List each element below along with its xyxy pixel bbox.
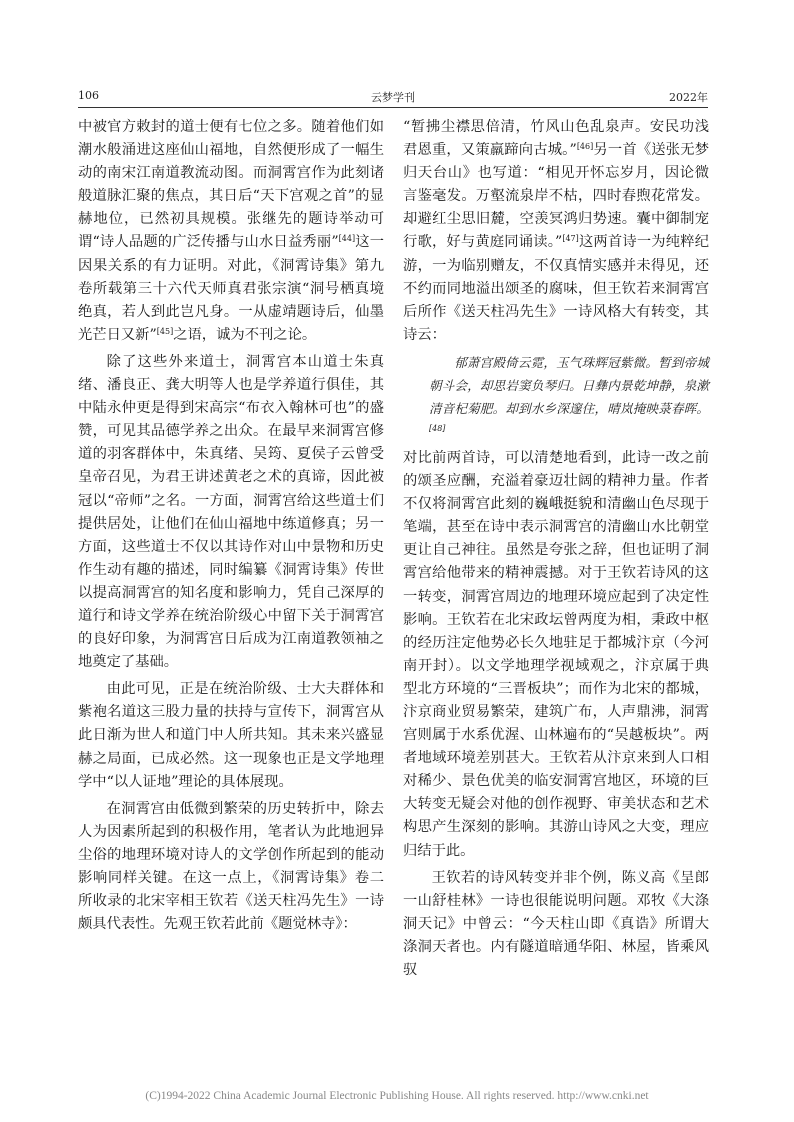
citation-marker: [46] — [576, 142, 594, 152]
citation-marker: [45] — [156, 326, 174, 336]
text-run: 这两首诗一为纯粹纪游，一为临别赠友，不仅真情实感并未得见，还不约而同地溢出颂圣的腐味，但王钦若来洞霄宫后所作《送天柱冯先生》一诗风格大有转变，其诗云： — [403, 234, 709, 343]
text-run: 另一首《送张无梦归天台山》也写道：“相见开怀忘岁月，因论微言鉴毫发。万壑流泉岸不枯，四时春煦花常发。却避红尘思旧麓，空羡冥鸿归势速。囊中御制宠行歌，好与黄庭同诵读。” — [403, 142, 709, 251]
right-column — [403, 116, 709, 986]
paragraph: 除了这些外来道士，洞霄宫本山道士朱真绪、潘良正、龚大明等人也是学养道行俱佳，其中陆永仲更是得到宋高宗“布衣入翰林可也”的盛赞，可见其品德学养之出众。在最早来洞霄宫修道的羽客群体中，朱真绪、吴筠、夏侯子云曾受皇帝召见，为君王讲述黄老之术的真谛，因此被冠以“帝师”之名。一方面，洞霄宫给这些道士们提供居处，让他们在仙山福地中练道修真；另一方面，这些道士不仅以其诗作对山中景物和历史作生动有趣的描述，同时编纂《洞霄诗集》传世以提高洞霄宫的知名度和影响力，凭自己深厚的道行和诗文学养在统治阶级心中留下关于洞霄宫的良好印象，为洞霄宫日后成为江南道教领袖之地奠定了基础。 — [78, 353, 384, 671]
journal-title: 云梦学刊 — [371, 91, 415, 104]
page-number: 106 — [78, 89, 99, 102]
paragraph: 由此可见，正是在统治阶级、士大夫群体和紫袍名道这三股力量的扶持与宣传下，洞霄宫从此日渐为世人和道门中人所共知。其未来兴盛显赫之局面，已成必然。这一现象也正是文学地理学中“以人证地”理论的具体展现。 — [78, 681, 384, 790]
paragraph — [78, 116, 384, 347]
citation-marker: [47] — [562, 234, 579, 244]
text-run: 这一因果关系的有力证明。对此，《洞霄诗集》第九卷所载第三十六代天师真君张宗演“洞号栖真境绝真，若人到此岂凡身。一从虚靖题诗后，仙墨光芒日又新” — [78, 234, 385, 343]
running-header — [78, 89, 708, 105]
paragraph: 对比前两首诗，可以清楚地看到，此诗一改之前的颂圣应酬，充溢着豪迈壮阔的精神力量。作者不仅将洞霄宫此刻的巍峨挺貌和清幽山色尽现于笔端，甚至在诗中表示洞霄宫的清幽山水比朝堂更让自己神往。虽然是夸张之辞，但也证明了洞霄宫给他带来的精神震撼。对于王钦若诗风的这一转变，洞霄宫周边的地理环境应起到了决定性影响。王钦若在北宋政坛曾两度为相，秉政中枢的经历注定他势必长久地驻足于都城汴京（今河南开封）。以文学地理学视域观之，汴京属于典型北方环境的“三晋板块”；而作为北宋的都城，汴京商业贸易繁荣，建筑广布，人声鼎沸，洞霄宫则属于水系优渥、山林遍布的“吴越板块”。两者地域环境差别甚大。王钦若从汴京来到人口相对稀少、景色优美的临安洞霄宫地区，环境的巨大转变无疑会对他的创作视野、审美状态和艺术构思产生深刻的影响。其游山诗风之大变，理应归结于此。 — [403, 449, 709, 859]
text-run: 中被官方敕封的道士便有七位之多。随着他们如潮水般涌进这座仙山福地，自然便形成了一幅生动的南宋江南道教流动图。而洞霄宫作为此刻诸般道脉汇聚的焦点，其日后“天下宫观之首”的显赫地位，已然初具规模。张继先的题诗举动可谓“诗人品题的广泛传播与山水日益秀丽” — [78, 119, 384, 251]
poem-quote — [403, 351, 709, 443]
copyright-footer: (C)1994-2022 China Academic Journal Electronic Publishing House. All rights reserved. http://www.cnki.net — [145, 1090, 649, 1102]
citation-marker: [48] — [429, 423, 446, 433]
text-run: “暂拂尘襟思倍清，竹风山色乱泉声。安民功浅君恩重，又策羸蹄向古城。” — [403, 119, 709, 159]
header-rule — [78, 107, 708, 108]
paragraph — [403, 116, 709, 347]
text-run: 之语，诚为不刊之论。 — [173, 326, 317, 343]
citation-marker: [44] — [338, 234, 356, 244]
paragraph: 王钦若的诗风转变并非个例，陈义高《呈郎一山舒桂林》一诗也很能说明问题。邓牧《大涤洞天记》中曾云：“今天柱山即《真诰》所谓大涤洞天者也。内有隧道暗通华阳、林屋，皆乘风驭 — [403, 869, 709, 978]
paragraph: 在洞霄宫由低微到繁荣的历史转折中，除去人为因素所起到的积极作用，笔者认为此地迥异尘俗的地理环境对诗人的文学创作所起到的能动影响同样关键。在这一点上，《洞霄诗集》卷二所收录的北宋宰相王钦若《送天柱冯先生》一诗颇具代表性。先观王钦若此前《题觉林寺》： — [78, 800, 384, 933]
left-column — [78, 116, 384, 940]
poem-text: 郁萧宫殿倚云霓，玉气珠辉冠紫微。暂到帝城朝斗会，却思岩窦负琴归。日彝内景乾坤静，泉漱清音杞菊肥。却到水乡深邃住，晴岚掩映菉春晖。 — [429, 354, 709, 416]
issue-year: 2022年 — [669, 91, 708, 104]
